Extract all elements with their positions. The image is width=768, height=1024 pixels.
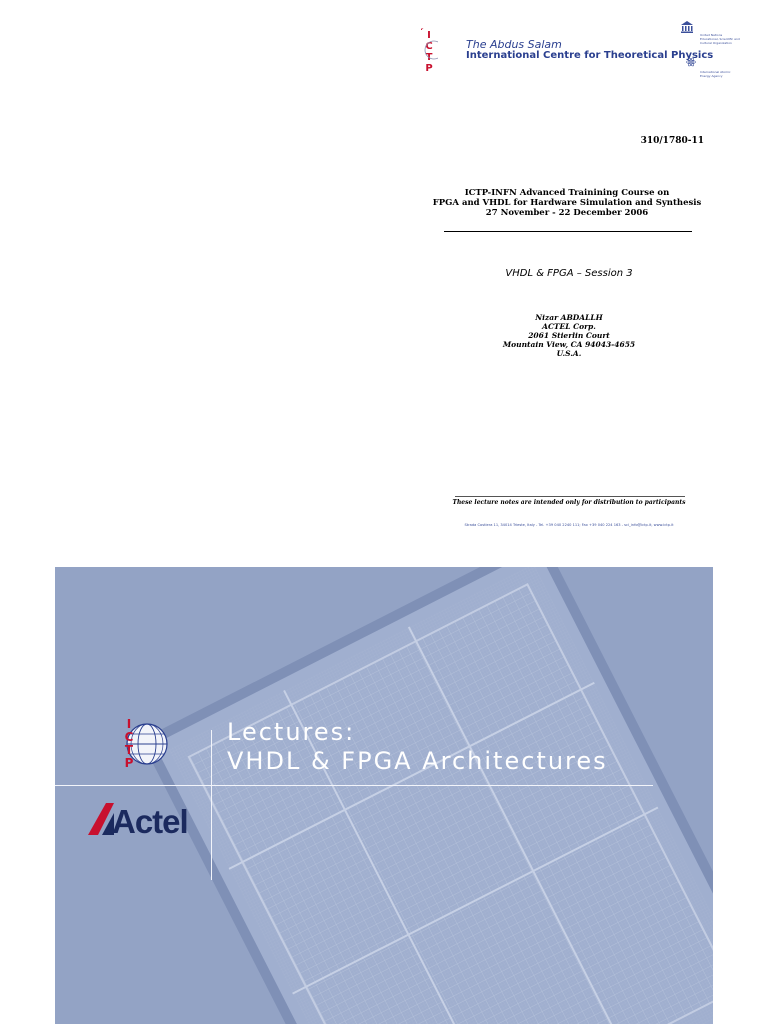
author-street: 2061 Stierlin Court	[528, 331, 610, 340]
ictp-logo-icon	[420, 28, 438, 72]
footer-divider	[455, 496, 685, 497]
institute-name-line1: The Abdus Salam	[466, 38, 562, 51]
ictp-logo-letter-i: I	[427, 30, 431, 41]
slide-vertical-divider	[211, 730, 212, 880]
course-divider	[444, 231, 692, 232]
ictp-logo-letter-p: P	[425, 63, 433, 72]
session-title: VHDL & FPGA – Session 3	[505, 268, 633, 279]
slide-ictp-logo-letter-c: C	[124, 730, 134, 744]
ictp-globe-logo-icon	[115, 715, 171, 773]
unesco-caption: United Nations Educational, Scientific and Cultural Organization	[700, 33, 740, 45]
ictp-address: Strada Costiera 11, 34014 Trieste, Italy - Tel. +39 040 2240 111; Fax +39 040 224 163 - sci_info@ictp.it, www.ictp.it	[464, 523, 674, 527]
unesco-temple-icon	[680, 20, 694, 34]
course-line-2: FPGA and VHDL for Hardware Simulation and Synthesis	[432, 198, 702, 208]
ictp-logo-letter-c: C	[425, 41, 433, 52]
lecture-title-slide	[55, 567, 713, 1024]
course-line-1: ICTP-INFN Advanced Trainining Course on	[464, 188, 670, 198]
document-number: 310/1780-11	[640, 136, 704, 146]
actel-logo-icon	[88, 801, 200, 837]
author-company: ACTEL Corp.	[542, 322, 596, 331]
author-name: Nizar ABDALLH	[535, 313, 603, 322]
iaea-atom-icon	[686, 57, 696, 67]
fpga-die-background-image	[55, 567, 713, 1024]
author-country: U.S.A.	[556, 349, 582, 358]
ictp-logo-letter-t: T	[425, 52, 433, 63]
distribution-note: These lecture notes are intended only for distribution to participants	[452, 499, 686, 506]
actel-logo-wordmark: Actel	[112, 803, 188, 837]
slide-ictp-logo-letter-i: I	[126, 717, 132, 731]
slide-horizontal-divider	[55, 785, 653, 786]
course-line-3: 27 November - 22 December 2006	[485, 208, 649, 218]
slide-title-line2: VHDL & FPGA Architectures	[227, 747, 608, 775]
institute-name-line2: International Centre for Theoretical Physics	[466, 50, 714, 61]
author-city: Mountain View, CA 94043-4655	[502, 340, 636, 349]
course-heading	[420, 188, 714, 218]
slide-ictp-logo-letter-t: T	[124, 743, 134, 757]
slide-ictp-logo-letter-p: P	[124, 756, 134, 770]
iaea-caption: International Atomic Energy Agency	[700, 70, 731, 78]
author-block	[420, 313, 718, 358]
slide-title-line1: Lectures:	[227, 718, 356, 746]
